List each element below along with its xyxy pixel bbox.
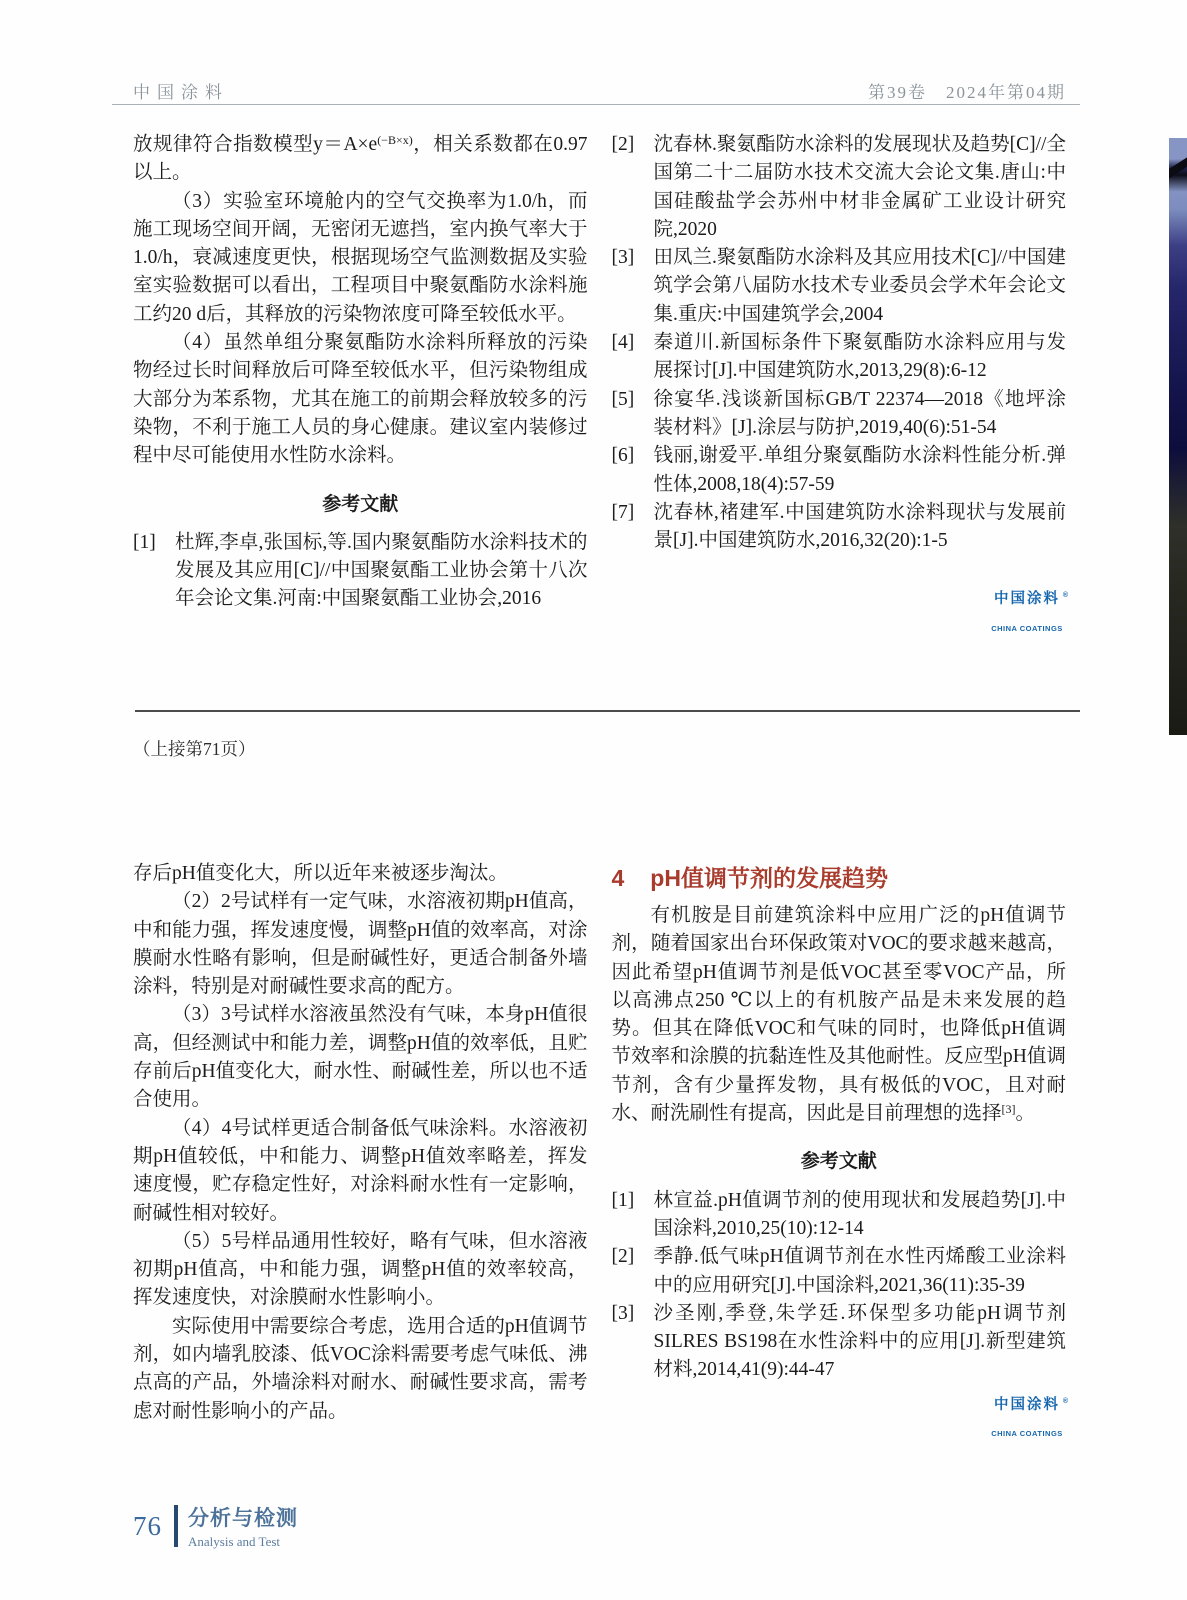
photo-diagonal-stripe — [1169, 152, 1187, 180]
header-rule — [112, 104, 1080, 105]
reference-number: [4] — [611, 332, 635, 354]
formula-pre: 放规律符合指数模型y＝A×e — [133, 134, 378, 155]
reference-item — [133, 529, 588, 614]
logo-english-text: CHINA COATINGS — [991, 623, 1063, 633]
page-header — [133, 78, 1066, 103]
logo-english-text: CHINA COATINGS — [991, 1429, 1063, 1439]
paragraph-point4: （4）虽然单组分聚氨酯防水涂料所释放的污染物经过长时间释放后可降至较低水平，但污染物组成大部分为苯系物，尤其在施工的前期会释放较多的污染物，不利于施工人员的身心健康。建议室内装修过程中尽可能使用水性防水涂料。 — [133, 332, 588, 467]
reference-number: [1] — [133, 531, 156, 553]
registered-mark-icon: ® — [1062, 592, 1068, 600]
bottom-article-section — [133, 860, 1066, 1448]
reference-number: [7] — [611, 501, 635, 523]
reference-item — [612, 499, 1067, 556]
registered-mark-icon: ® — [1062, 1397, 1068, 1405]
reference-text: 钱丽,谢爱平.单组分聚氨酯防水涂料性能分析.弹性体,2008,18(4):57-59 — [653, 445, 1066, 495]
journal-name: 中国涂料 — [133, 83, 229, 102]
top-left-column — [133, 131, 588, 643]
reference-text: 徐宴华.浅谈新国标GB/T 22374—2018《地坪涂装材料》[J].涂层与防护,2019,40(6):51-54 — [653, 388, 1066, 438]
section-name-english: Analysis and Test — [188, 1534, 281, 1549]
reference-text: 田凤兰.聚氨酯防水涂料及其应用技术[C]//中国建筑学会第八届防水技术专业委员会学术年会论文集.重庆:中国建筑学会,2004 — [653, 247, 1066, 325]
logo-container — [612, 585, 1067, 643]
paragraph-sample3: （3）3号试样水溶液虽然没有气味，本身pH值很高，但经测试中和能力差，调整pH值的效率低，且贮存前后pH值变化大，耐水性、耐碱性差，所以也不适合使用。 — [133, 1004, 588, 1111]
reference-text: 沈春林,褚建军.中国建筑防水涂料现状与发展前景[J].中国建筑防水,2016,32(20):1-5 — [653, 501, 1066, 552]
section-number: 4 — [611, 865, 625, 891]
paragraph-sample2: （2）2号试样有一定气味，水溶液初期pH值高，中和能力强，挥发速度慢，调整pH值的效率高，对涂膜耐水性略有影响，但是耐碱性好，更适合制备外墙涂料，特别是对耐碱性要求高的配方。 — [133, 891, 588, 998]
page-footer — [133, 1502, 298, 1550]
issue-info: 第39卷 2024年第04期 — [868, 83, 1066, 102]
logo-container — [612, 1391, 1067, 1449]
china-coatings-logo — [988, 585, 1066, 643]
reference-item — [612, 244, 1067, 329]
section-name-chinese: 分析与检测 — [188, 1507, 298, 1530]
reference-item — [612, 131, 1067, 244]
reference-text: 杜辉,李卓,张国标,等.国内聚氨酯防水涂料技术的发展及其应用[C]//中国聚氨酯工业协会第十八次年会论文集.河南:中国聚氨酯工业协会,2016 — [175, 531, 588, 610]
reference-text: 秦道川.新国标条件下聚氨酯防水涂料应用与发展探讨[J].中国建筑防水,2013,29(8):6-12 — [653, 332, 1066, 382]
bottom-left-column — [133, 860, 588, 1448]
section-title: pH值调节剂的发展趋势 — [650, 865, 888, 891]
paragraph-sample4: （4）4号试样更适合制备低气味涂料。水溶液初期pH值较低，中和能力、调整pH值效率略差，挥发速度慢，贮存稳定性好，对涂料耐水性有一定影响，耐碱性相对较好。 — [133, 1117, 588, 1224]
para-tail: 。 — [1015, 1103, 1036, 1125]
reference-item — [612, 442, 1067, 499]
reference-number: [3] — [611, 1302, 635, 1324]
formula-exponent: (−B×x) — [377, 133, 413, 147]
logo-chinese-text — [994, 1391, 1068, 1419]
reference-item — [612, 1300, 1067, 1385]
article-divider — [135, 710, 1080, 712]
formula-post: ，相关系数都在0.97以上。 — [133, 134, 588, 184]
bottom-right-column — [612, 860, 1067, 1448]
reference-text: 沈春林.聚氨酯防水涂料的发展现状及趋势[C]//全国第二十二届防水技术交流大会论文集.唐山:中国硅酸盐学会苏州中材非金属矿工业设计研究院,2020 — [653, 134, 1066, 240]
footer-divider-bar — [174, 1505, 178, 1547]
reference-item — [612, 1243, 1067, 1300]
footer-section-name — [188, 1502, 298, 1550]
references-heading: 参考文献 — [322, 493, 399, 515]
continuation-note: （上接第71页） — [133, 739, 256, 759]
logo-zh-label: 中国涂料 — [994, 1396, 1060, 1413]
reference-number: [2] — [611, 1246, 635, 1268]
reference-item — [612, 386, 1067, 443]
reference-text: 沙圣刚,季登,朱学廷.环保型多功能pH调节剂SILRES BS198在水性涂料中的应用[J].新型建筑材料,2014,41(9):44-47 — [653, 1302, 1066, 1381]
reference-number: [3] — [611, 247, 635, 269]
citation-superscript: [3] — [1001, 1102, 1016, 1117]
reference-item — [612, 329, 1067, 386]
section-4-heading — [612, 862, 1067, 894]
paragraph-summary: 实际使用中需要综合考虑，选用合适的pH值调节剂，如内墙乳胶漆、低VOC涂料需要考虑气味低、沸点高的产品，外墙涂料对耐水、耐碱性要求高，需考虑对耐性影响小的产品。 — [133, 1315, 588, 1422]
paragraph-organic-amine — [612, 902, 1067, 1128]
reference-text: 林宣益.pH值调节剂的使用现状和发展趋势[J].中国涂料,2010,25(10):12-14 — [653, 1189, 1066, 1239]
reference-number: [5] — [611, 388, 635, 410]
references-heading: 参考文献 — [800, 1151, 877, 1173]
paragraph-formula — [133, 131, 588, 188]
top-right-column — [612, 131, 1067, 643]
paragraph-sample5: （5）5号样品通用性较好，略有气味，但水溶液初期pH值高，中和能力强，调整pH值的效率较高，挥发速度快，对涂膜耐水性影响小。 — [133, 1230, 588, 1309]
page-edge-photo — [1169, 138, 1187, 735]
reference-number: [1] — [611, 1189, 635, 1211]
para-body: 有机胺是目前建筑涂料中应用广泛的pH值调节剂，随着国家出台环保政策对VOC的要求越来越高，因此希望pH值调节剂是低VOC甚至零VOC产品，所以高沸点250 ℃以上的有机胺产品是未来发展的趋势。但其在降低VOC和气味的同时，也降低pH值调节效率和涂膜的抗黏连性及其他耐性。反应型pH值调节剂，含有少量挥发物，具有极低的VOC，且对耐水、耐洗刷性有提高，因此是目前理想的选择 — [611, 905, 1066, 1125]
page-number: 76 — [133, 1510, 162, 1541]
logo-zh-label: 中国涂料 — [994, 591, 1060, 608]
reference-number: [2] — [611, 134, 635, 155]
top-article-section — [133, 131, 1066, 643]
paragraph-point3: （3）实验室环境舱内的空气交换率为1.0/h，而施工现场空间开阔，无密闭无遮挡，室内换气率大于1.0/h，衰减速度更快，根据现场空气监测数据及实验室实验数据可以看出，工程项目中聚氨酯防水涂料施工约20 d后，其释放的污染物浓度可降至较低水平。 — [133, 190, 588, 325]
china-coatings-logo — [988, 1391, 1066, 1449]
reference-number: [6] — [611, 445, 635, 467]
paragraph-continued: 存后pH值变化大，所以近年来被逐步淘汰。 — [133, 863, 508, 884]
reference-item — [612, 1187, 1067, 1244]
logo-chinese-text — [994, 585, 1068, 613]
reference-text: 季静.低气味pH值调节剂在水性丙烯酸工业涂料中的应用研究[J].中国涂料,2021,36(11):35-39 — [653, 1246, 1066, 1296]
